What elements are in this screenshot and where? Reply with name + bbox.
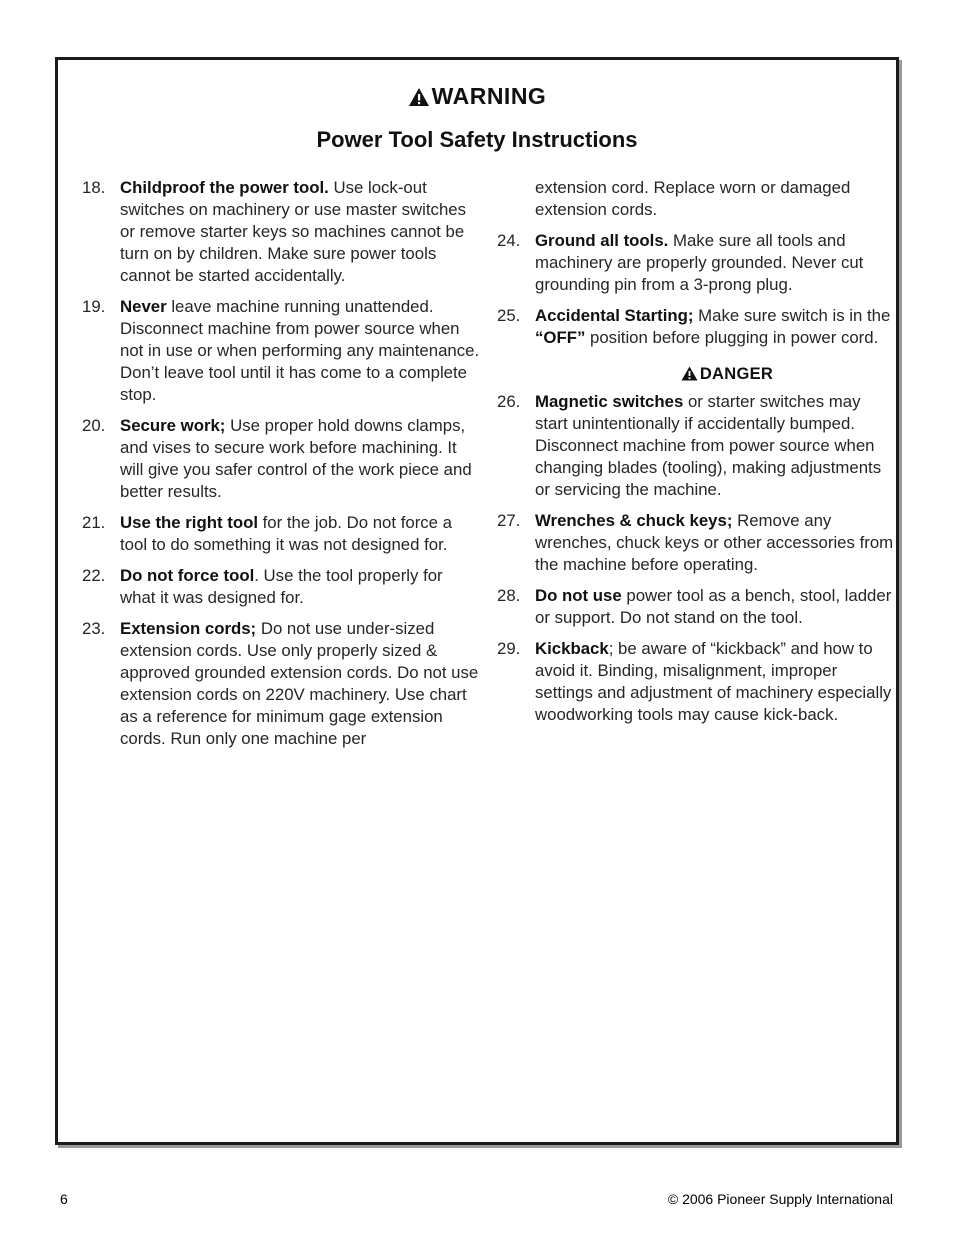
item-number: 19. — [82, 297, 106, 316]
item-number: 27. — [497, 511, 521, 530]
list-item — [497, 638, 897, 726]
item-lead: Ground all tools. — [535, 231, 669, 250]
item-lead: Accidental Starting; — [535, 306, 694, 325]
item-number: 22. — [82, 566, 106, 585]
item-lead: Magnetic switches — [535, 392, 684, 411]
warning-label: WARNING — [431, 83, 547, 109]
right-column — [497, 177, 897, 735]
item-text: Use proper hold downs clamps, and vises to secure work before machining. It will give you safer control of the work piece and better results. — [120, 416, 472, 501]
left-column — [82, 177, 482, 759]
item-number: 18. — [82, 178, 106, 197]
item-lead: Extension cords; — [120, 619, 257, 638]
item-lead: Wrenches & chuck keys; — [535, 511, 733, 530]
item-number: 28. — [497, 586, 521, 605]
item-number: 21. — [82, 513, 106, 532]
item-text: Make sure all tools and machinery are properly grounded. Never cut grounding pin from a 3-prong plug. — [535, 231, 864, 294]
list-item — [497, 230, 897, 296]
danger-label: DANGER — [699, 365, 774, 383]
list-item — [82, 296, 482, 406]
item-text: ; be aware of “kickback” and how to avoid it. Binding, misalignment, improper settings and adjustment of machinery especially woodworking tools may cause kick-back. — [535, 639, 892, 724]
page-subtitle: Power Tool Safety Instructions — [316, 127, 638, 152]
list-item — [82, 618, 482, 750]
list-item — [497, 305, 897, 349]
item-lead: Do not force tool — [120, 566, 255, 585]
danger-triangle-icon — [681, 365, 700, 383]
item-text: position before plugging in power cord. — [585, 328, 879, 347]
item-number: 24. — [497, 231, 521, 250]
item-emphasis: “OFF” — [535, 328, 586, 347]
item-text: . Use the tool properly for what it was designed for. — [120, 566, 443, 607]
item-text: Remove any wrenches, chuck keys or other accessories from the machine before operating. — [535, 511, 894, 574]
item-lead: Never — [120, 297, 167, 316]
page-number: 6 — [60, 1191, 68, 1207]
item-lead: Kickback — [535, 639, 609, 658]
list-item — [497, 510, 897, 576]
item-lead: Use the right tool — [120, 513, 258, 532]
item-number: 25. — [497, 306, 521, 325]
list-item — [82, 177, 482, 287]
item-text: or starter switches may start unintentionally if accidentally bumped. Disconnect machine from power source when changing blades (tooling), making adjustments or servicing the machine. — [535, 392, 882, 499]
copyright-notice: © 2006 Pioneer Supply International — [667, 1191, 893, 1207]
item-number: 23. — [82, 619, 106, 638]
warning-box — [55, 57, 899, 1145]
item-number: 29. — [497, 639, 521, 658]
item-number: 20. — [82, 416, 106, 435]
list-item — [82, 512, 482, 556]
item-lead: Secure work; — [120, 416, 226, 435]
item-text: Do not use under-sized extension cords. Use only properly sized & approved grounded extension cords. Do not use extension cords on 220V machinery. Use chart as a reference for minimum gage extension cords. Run only one machine per — [120, 619, 479, 748]
item-text: Use lock-out switches on machinery or use master switches or remove starter keys so machines cannot be turn on by children. Make sure power tools cannot be started accidentally. — [120, 178, 467, 285]
item-number: 26. — [497, 392, 521, 411]
item-continuation: extension cord. Replace worn or damaged extension cords. — [535, 178, 851, 219]
list-item — [82, 565, 482, 609]
danger-heading — [497, 363, 897, 385]
list-item — [82, 415, 482, 503]
warning-heading — [58, 83, 896, 110]
item-text: for the job. Do not force a tool to do something it was not designed for. — [120, 513, 453, 554]
item-lead: Childproof the power tool. — [120, 178, 329, 197]
list-item — [497, 391, 897, 501]
warning-triangle-icon — [408, 83, 432, 109]
item-text: Make sure switch is in the — [693, 306, 891, 325]
item-text: power tool as a bench, stool, ladder or support. Do not stand on the tool. — [535, 586, 892, 627]
item-lead: Do not use — [535, 586, 622, 605]
item-text: leave machine running unattended. Disconnect machine from power source when not in use or when performing any maintenance. Don’t leave tool until it has come to a complete stop. — [120, 297, 480, 404]
list-item — [497, 585, 897, 629]
